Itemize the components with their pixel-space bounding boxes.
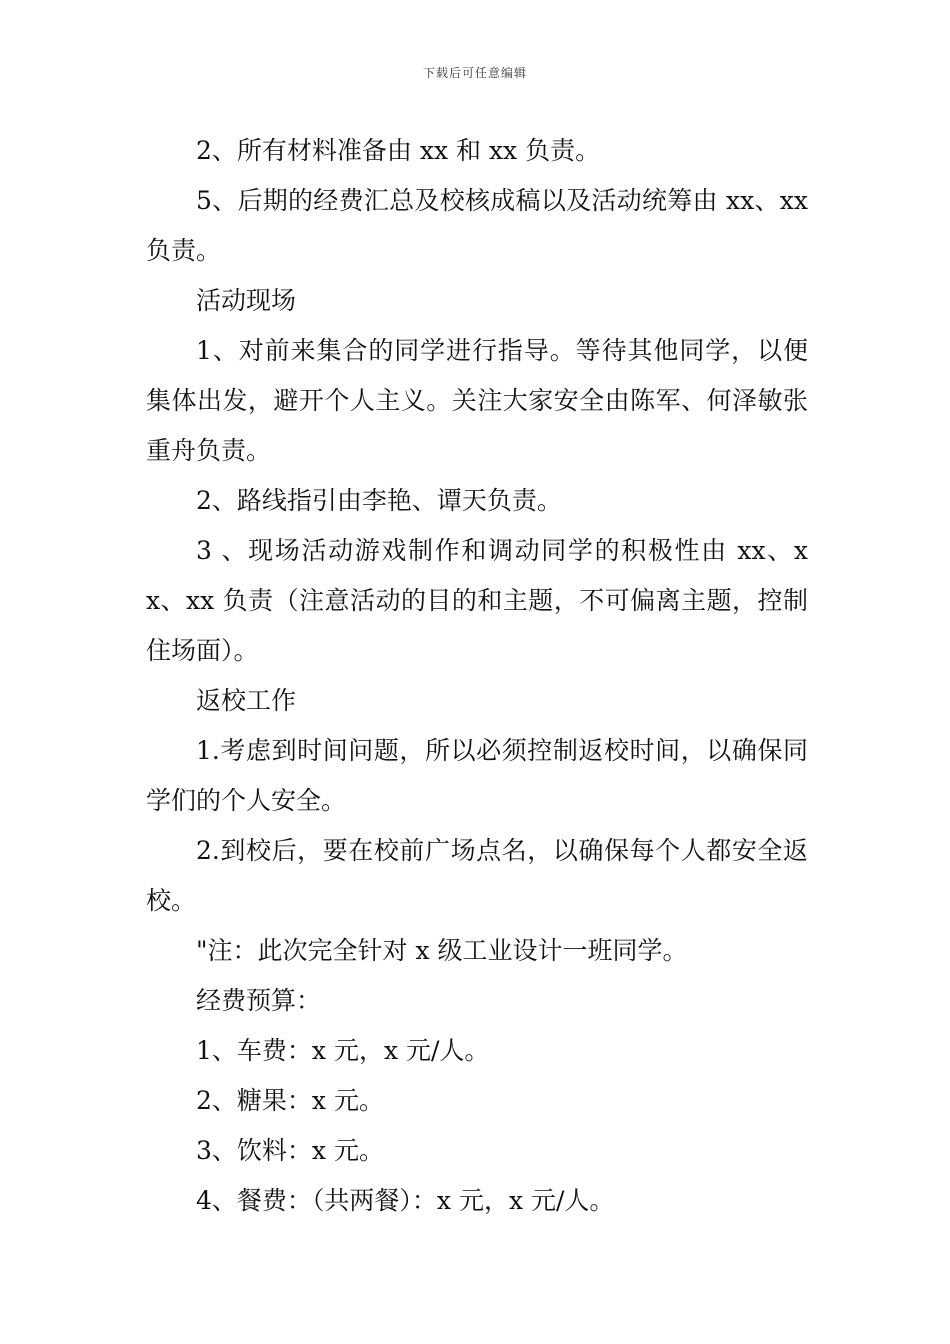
budget-item-drinks: 3、饮料：x 元。 <box>196 1136 384 1165</box>
section-heading-onsite: 活动现场 <box>196 286 297 315</box>
section-heading-budget: 经费预算： <box>196 986 322 1015</box>
page-header-note: 下载后可任意编辑 <box>422 66 527 80</box>
paragraph-onsite-guidance: 1、对前来集合的同学进行指导。等待其他同学，以便集体出发，避开个人主义。关注大家安全由陈军、何泽敏张重舟负责。 <box>146 336 808 465</box>
paragraph-materials: 2、所有材料准备由 xx 和 xx 负责。 <box>196 136 601 165</box>
budget-item-meals: 4、餐费：（共两餐）：x 元，x 元/人。 <box>196 1186 615 1215</box>
paragraph-note: "注：此次完全针对 x 级工业设计一班同学。 <box>196 936 688 965</box>
budget-item-bus: 1、车费：x 元，x 元/人。 <box>196 1036 490 1065</box>
paragraph-budget-summary: 5、后期的经费汇总及校核成稿以及活动统筹由 xx、xx 负责。 <box>146 186 808 265</box>
paragraph-route-guide: 2、路线指引由李艳、谭天负责。 <box>196 486 562 515</box>
paragraph-return-time: 1.考虑到时间问题，所以必须控制返校时间，以确保同学们的个人安全。 <box>146 736 808 815</box>
paragraph-roll-call: 2.到校后，要在校前广场点名，以确保每个人都安全返校。 <box>146 836 808 915</box>
document-body <box>146 126 808 1226</box>
budget-item-candy: 2、糖果：x 元。 <box>196 1086 384 1115</box>
paragraph-onsite-games: 3 、现场活动游戏制作和调动同学的积极性由 xx、xx、xx 负责（注意活动的目的和主题，不可偏离主题，控制住场面）。 <box>146 536 808 665</box>
section-heading-return: 返校工作 <box>196 686 297 715</box>
